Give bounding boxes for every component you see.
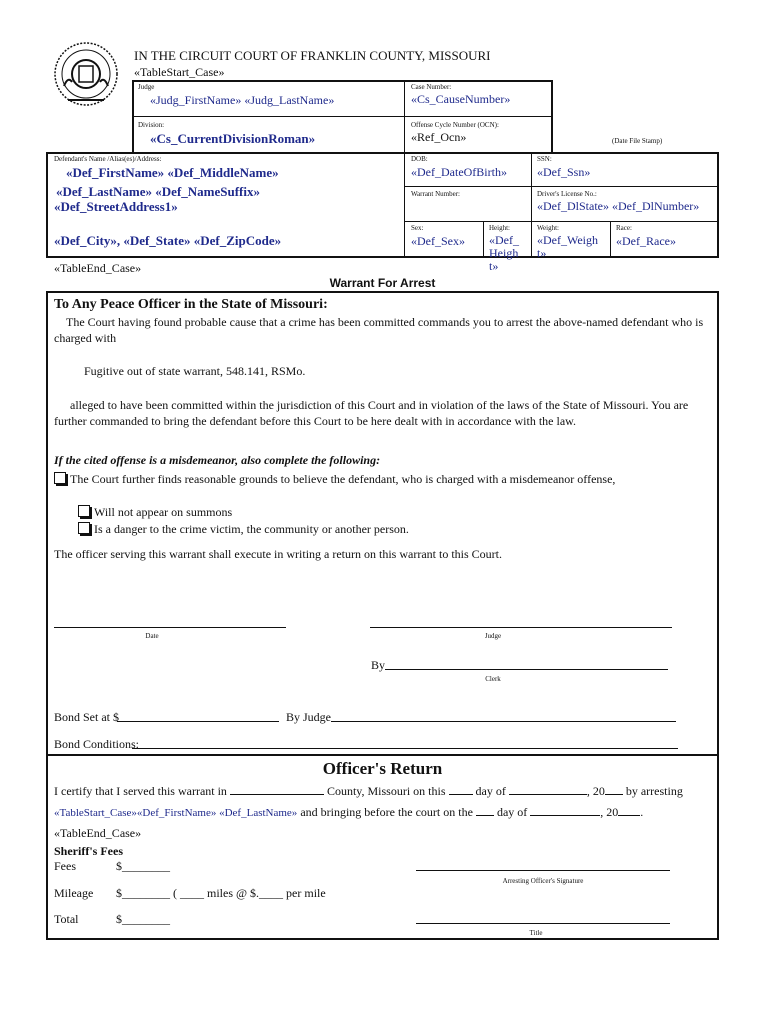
race-label: Race: — [616, 224, 632, 232]
judge-label: Judge — [138, 83, 155, 91]
checkbox-no-appear[interactable] — [78, 505, 90, 517]
ssn-value: «Def_Ssn» — [537, 165, 591, 179]
return-table-end: «TableEnd_Case» — [54, 826, 142, 840]
option-no-appear-text: Will not appear on summons — [94, 505, 233, 519]
race-value: «Def_Race» — [616, 234, 676, 248]
arrest-text-d: , 20 — [600, 805, 619, 819]
defendant-name-2: «Def_LastName» «Def_NameSuffix» — [56, 184, 260, 199]
certify-text-d: , 20 — [586, 784, 605, 798]
total-label: Total — [54, 912, 79, 926]
officer-return-title: Officer's Return — [322, 759, 443, 778]
defendant-city: «Def_City», «Def_State» «Def_ZipCode» — [54, 233, 282, 248]
date-label: Date — [145, 632, 159, 640]
checkbox-misdemeanor[interactable] — [54, 472, 66, 484]
table-start-marker: «TableStart_Case» — [134, 65, 225, 79]
defendant-name: «Def_FirstName» «Def_MiddleName» — [66, 165, 279, 180]
warrant-title: Warrant For Arrest — [329, 276, 436, 290]
fees-value: $________ — [116, 859, 170, 873]
title-label: Title — [529, 929, 543, 937]
weight-label: Weight: — [537, 224, 559, 232]
certify-text-e: by arresting — [625, 784, 683, 798]
by-judge-label: By Judge — [286, 710, 331, 724]
weight-value: «Def_Weight» — [537, 233, 599, 260]
mileage-label: Mileage — [54, 886, 94, 900]
ssn-label: SSN: — [537, 155, 552, 163]
file-stamp-label: (Date File Stamp) — [612, 137, 663, 145]
warrant-number-label: Warrant Number: — [411, 190, 460, 198]
bond-set-label: Bond Set at $ — [54, 710, 119, 724]
by-label: By — [371, 658, 386, 672]
arrested-person-merge: «TableStart_Case»«Def_FirstName» «Def_LastName» — [54, 807, 298, 819]
case-number: «Cs_CauseNumber» — [411, 92, 511, 106]
ocn-label: Offense Cycle Number (OCN): — [411, 121, 499, 129]
warrant-heading: To Any Peace Officer in the State of Missouri: — [54, 297, 328, 312]
checkbox-danger[interactable] — [78, 522, 90, 534]
dl-label: Driver's License No.: — [537, 190, 597, 198]
height-label: Height: — [489, 224, 510, 232]
total-value: $________ — [116, 912, 170, 926]
certify-text-a: I certify that I served this warrant in — [54, 784, 227, 798]
certify-text-b: County, Missouri on this — [326, 784, 446, 798]
arrest-text-b: and bringing before the court on the — [300, 805, 473, 819]
certify-line — [54, 784, 683, 799]
certify-text-c: day of — [475, 784, 506, 798]
case-number-label: Case Number: — [411, 83, 452, 91]
dl-value: «Def_DlState» «Def_DlNumber» — [537, 199, 700, 213]
bond-conditions-label: Bond Conditions: — [54, 737, 140, 751]
court-seal-icon — [52, 38, 120, 114]
option-danger — [78, 522, 409, 537]
option-no-appear — [78, 505, 232, 520]
clerk-label: Clerk — [485, 675, 501, 683]
fees-label: Fees — [54, 859, 76, 873]
return-instruction: The officer serving this warrant shall execute in writing a return on this warrant to this Court. — [54, 547, 502, 561]
defendant-name-label: Defendant's Name /Alias(es)/Address: — [54, 155, 162, 163]
judge-name: «Judg_FirstName» «Judg_LastName» — [150, 93, 335, 107]
division-value: «Cs_CurrentDivisionRoman» — [150, 131, 316, 146]
sex-value: «Def_Sex» — [411, 234, 465, 248]
sex-label: Sex: — [411, 224, 424, 232]
warrant-para2: alleged to have been committed within the jurisdiction of this Court and in violation of the laws of the State of Missouri. You are further commanded to bring the defendant before this Court to be here dealt with in accordance with the law. — [54, 398, 689, 428]
option-danger-text: Is a danger to the crime victim, the community or another person. — [94, 522, 409, 536]
misdemeanor-finding-text: The Court further finds reasonable grounds to believe the defendant, who is charged with a misdemeanor offense, — [70, 472, 616, 486]
mileage-value: $________ ( ____ miles @ $.____ per mile — [116, 886, 326, 900]
judge-signature-label: Judge — [484, 632, 502, 640]
table-end-marker: «TableEnd_Case» — [54, 261, 142, 275]
warrant-para1: The Court having found probable cause that a crime has been committed commands you to arrest the above-named defendant who is charged with — [54, 315, 704, 345]
arrest-line: «TableStart_Case»«Def_FirstName» «Def_LastName» and bringing before the court on the day of , 20 . — [54, 805, 644, 819]
ocn-value: «Ref_Ocn» — [411, 130, 467, 144]
dob-label: DOB: — [411, 155, 428, 163]
misdemeanor-finding — [54, 471, 674, 487]
division-label: Division: — [138, 121, 165, 129]
height-value: «Def_Height» — [489, 233, 519, 273]
officer-signature-label: Arresting Officer's Signature — [502, 877, 584, 885]
defendant-street: «Def_StreetAddress1» — [54, 199, 178, 214]
sheriff-fees-heading: Sheriff's Fees — [54, 844, 123, 858]
dob-value: «Def_DateOfBirth» — [411, 165, 507, 179]
misdemeanor-heading: If the cited offense is a misdemeanor, also complete the following: — [54, 453, 381, 467]
arrest-text-c: day of — [496, 805, 528, 819]
charge-text: Fugitive out of state warrant, 548.141, RSMo. — [84, 364, 306, 378]
court-title: IN THE CIRCUIT COURT OF FRANKLIN COUNTY, MISSOURI — [134, 48, 491, 63]
